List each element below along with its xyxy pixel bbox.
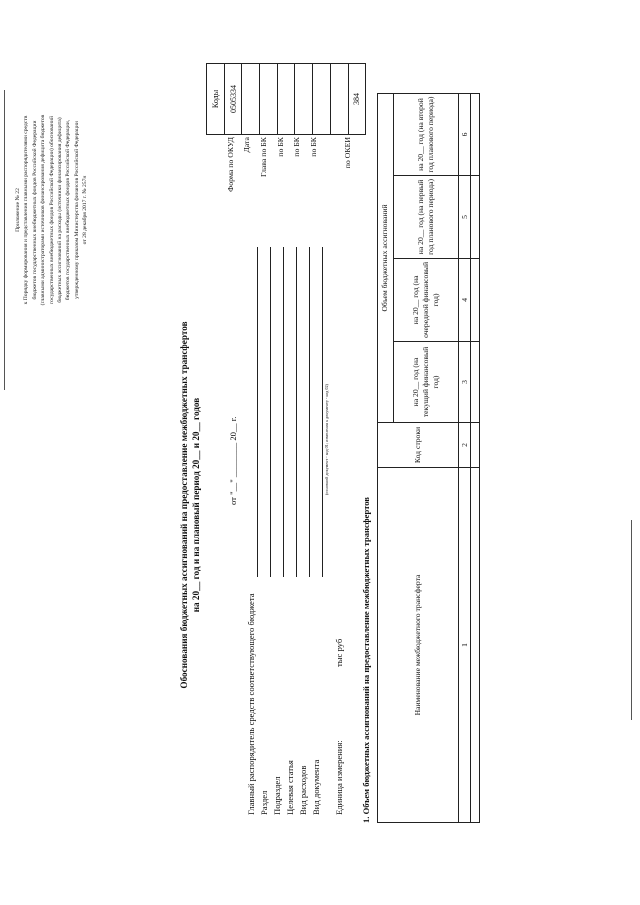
- appendix-line: (главными администраторами источников финансирования дефицита бюджетов: [40, 114, 47, 306]
- appendix-line: бюджетных ассигнований на расходы (источники финансирования дефицита): [57, 117, 64, 303]
- appendix-block: [14, 25, 90, 395]
- col-header-name: Наименование межбюджетного трансферта: [378, 468, 459, 823]
- code-label: [323, 137, 340, 229]
- code-label: по БК: [275, 137, 285, 157]
- table-cell-empty: [471, 94, 480, 176]
- col-header-year-current: на 20__ год (на текущий финансовый год): [393, 341, 458, 422]
- field-label-subsection: Подраздел: [272, 776, 282, 815]
- appendix-line: бюджетов государственных внебюджетных фондов Российской Федерации,: [65, 119, 72, 301]
- title-line-2: на 20__ год и на плановый период 20__ и 20__ годов: [191, 397, 201, 613]
- code-cell-okei: 384: [348, 64, 366, 135]
- codes-table: [206, 63, 366, 135]
- unit-value: тыс руб: [334, 638, 344, 667]
- code-cell-bk: [277, 64, 295, 135]
- title-line-1: Обоснования бюджетных ассигнований на предоставление межбюджетных трансфертов: [179, 321, 189, 689]
- appendix-line: утвержденному приказом Министерства финансов Российской Федерации: [73, 121, 80, 299]
- date-line: от "__" ________ 20__ г.: [228, 416, 238, 505]
- section-1-title: 1. Объем бюджетных ассигнований на предоставление межбюджетных трансфертов: [361, 497, 371, 823]
- col-number: 4: [459, 258, 471, 341]
- code-cell-date: [242, 64, 260, 135]
- field-label-document-type: Вид документа: [311, 759, 321, 815]
- code-label: Форма по ОКУД: [225, 137, 235, 192]
- code-label: Глава по БК: [259, 137, 269, 177]
- appendix-line: к Порядку формирования и представления главными распорядителями средств: [23, 115, 30, 305]
- code-cell-okud: 0505334: [224, 64, 242, 135]
- code-cell-empty: [330, 64, 348, 135]
- document-type-note: (основной документ - код 01; изменения к документу - код 02): [324, 384, 329, 495]
- field-underline: [257, 247, 258, 577]
- field-underline: [270, 247, 271, 577]
- appendix-line: государственных внебюджетных фондов Российской Федерации) обоснований: [48, 115, 55, 305]
- code-label: по ОКЕИ: [342, 137, 352, 169]
- code-label: по БК: [309, 137, 319, 157]
- code-cell-chapter: [260, 64, 278, 135]
- col-header-code: Код строки: [378, 423, 459, 468]
- field-label-expense-type: Вид расходов: [298, 765, 308, 815]
- unit-label: Единица измерения:: [334, 740, 344, 815]
- code-cell-bk: [295, 64, 313, 135]
- col-header-year-plan2: на 20__ год (на второй год планового периода): [393, 94, 458, 176]
- appendix-number: Приложение № 22: [15, 188, 21, 232]
- field-underline: [296, 247, 297, 577]
- codes-header: Коды: [207, 64, 225, 135]
- code-cell-bk: [313, 64, 331, 135]
- col-number: 3: [459, 341, 471, 422]
- document-title: [178, 285, 202, 725]
- table-cell-empty: [471, 468, 480, 823]
- field-label-section: Раздел: [259, 790, 269, 815]
- col-number: 2: [459, 423, 471, 468]
- table-cell-empty: [471, 258, 480, 341]
- code-label: по БК: [292, 137, 302, 157]
- codes-labels: [206, 137, 356, 229]
- col-header-year-plan1: на 20__ год (на первый год планового периода): [393, 176, 458, 259]
- field-underline: [283, 247, 284, 577]
- table-cell-empty: [471, 341, 480, 422]
- table-cell-empty: [471, 176, 480, 259]
- appendix-line: от 28 декабря 2017 г. № 257н: [82, 175, 89, 245]
- transfers-table: [377, 93, 480, 823]
- col-header-year-next: на 20__ год (на очередной финансовый год): [393, 258, 458, 341]
- code-label: Дата: [242, 137, 252, 153]
- field-label-target-article: Целевая статья: [285, 760, 295, 815]
- table-cell-empty: [471, 423, 480, 468]
- col-number: 5: [459, 176, 471, 259]
- field-label-manager: Главный распорядитель средств соответствующего бюджета: [246, 593, 256, 815]
- field-underline: [322, 247, 323, 577]
- field-underline: [309, 247, 310, 577]
- col-group-header: Объем бюджетных ассигнований: [378, 94, 394, 423]
- appendix-line: бюджетов государственных внебюджетных фондов Российской Федерации: [31, 120, 38, 300]
- col-number: 1: [459, 468, 471, 823]
- col-number: 6: [459, 94, 471, 176]
